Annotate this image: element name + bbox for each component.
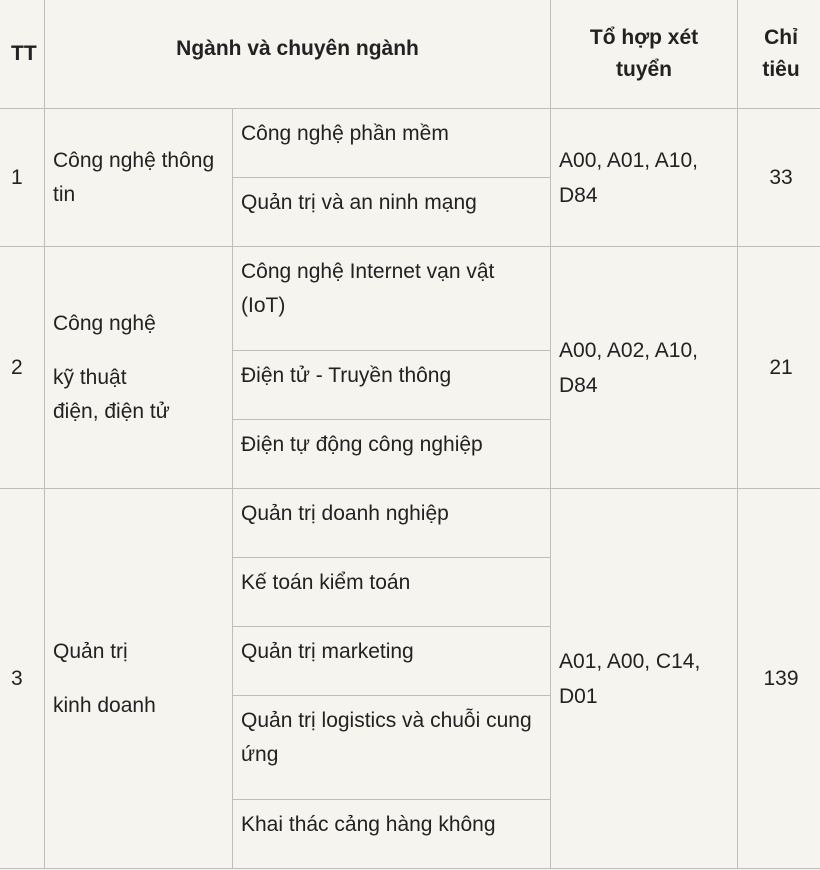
subject-combination: A01, A00, C14, D01 xyxy=(551,489,738,869)
table-row xyxy=(0,247,820,351)
table-row xyxy=(0,489,820,558)
major-name xyxy=(45,247,233,489)
quota: 139 xyxy=(738,489,820,869)
subject-combination: A00, A01, A10, D84 xyxy=(551,109,738,247)
header-major: Ngành và chuyên ngành xyxy=(45,0,551,109)
quota: 21 xyxy=(738,247,820,489)
major-name: Công nghệ thông tin xyxy=(45,109,233,247)
table-row xyxy=(0,109,820,178)
specialization: Quản trị logistics và chuỗi cung ứng xyxy=(233,696,551,800)
header-tt: TT xyxy=(0,0,45,109)
row-number: 3 xyxy=(0,489,45,869)
major-name-line: Quản trị xyxy=(53,639,128,663)
specialization: Điện tự động công nghiệp xyxy=(233,420,551,489)
specialization: Công nghệ Internet vạn vật (IoT) xyxy=(233,247,551,351)
specialization: Công nghệ phần mềm xyxy=(233,109,551,178)
quota: 33 xyxy=(738,109,820,247)
major-name-line: kỹ thuật xyxy=(53,365,127,389)
major-name-line: điện, điện tử xyxy=(53,399,170,423)
specialization: Khai thác cảng hàng không xyxy=(233,800,551,869)
subject-combination: A00, A02, A10, D84 xyxy=(551,247,738,489)
specialization: Điện tử - Truyền thông xyxy=(233,351,551,420)
specialization: Quản trị doanh nghiệp xyxy=(233,489,551,558)
specialization: Quản trị marketing xyxy=(233,627,551,696)
row-number: 2 xyxy=(0,247,45,489)
header-combo: Tổ hợp xét tuyển xyxy=(551,0,738,109)
row-number: 1 xyxy=(0,109,45,247)
header-row xyxy=(0,0,820,109)
major-name-line: Công nghệ xyxy=(53,311,156,335)
header-quota: Chỉ tiêu xyxy=(738,0,820,109)
major-name xyxy=(45,489,233,869)
major-name-line: kinh doanh xyxy=(53,693,156,717)
specialization: Kế toán kiểm toán xyxy=(233,558,551,627)
specialization: Quản trị và an ninh mạng xyxy=(233,178,551,247)
